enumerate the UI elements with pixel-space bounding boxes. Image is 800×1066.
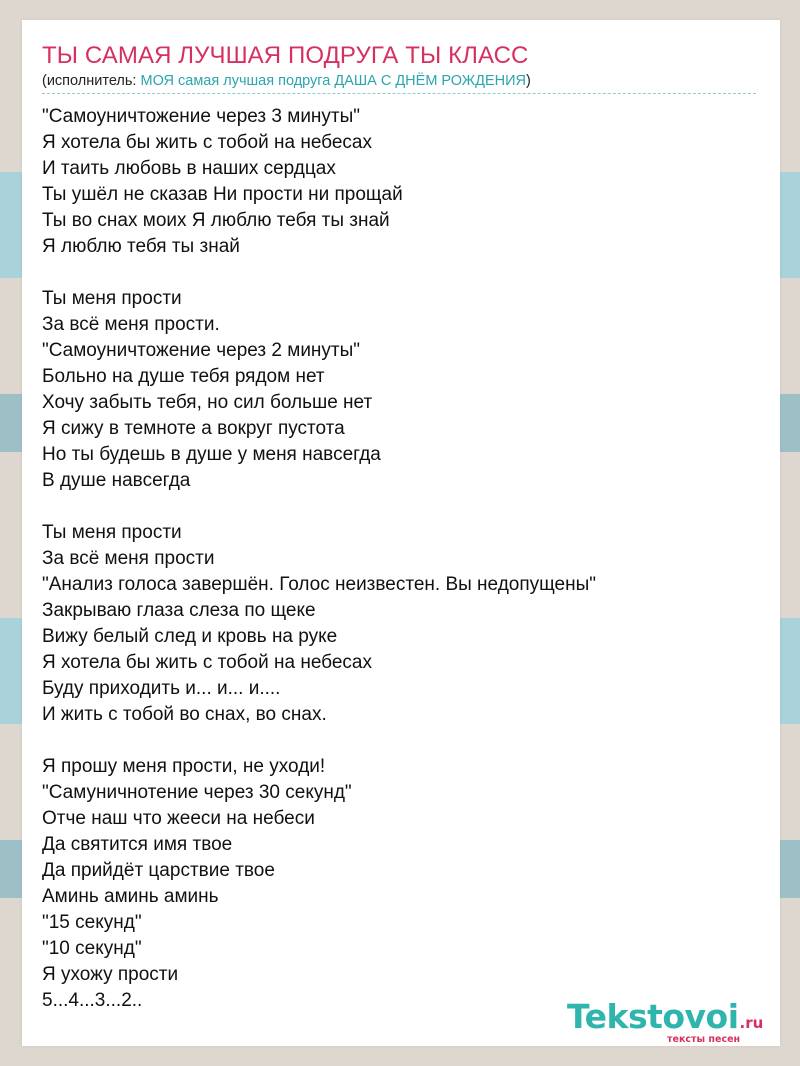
lyrics-line: Закрываю глаза слеза по щеке <box>42 600 316 621</box>
title-divider <box>42 93 756 94</box>
song-title: ТЫ САМАЯ ЛУЧШАЯ ПОДРУГА ТЫ КЛАСС <box>42 42 529 69</box>
lyrics-line: "Самоуничтожение через 2 минуты" <box>42 340 361 361</box>
lyrics-line: Ты во снах моих Я люблю тебя ты знай <box>42 210 390 231</box>
lyrics-line: Я хотела бы жить с тобой на небесах <box>42 132 372 153</box>
lyrics-line: "Самуничнотение через 30 секунд" <box>42 782 352 803</box>
lyrics-blank-line <box>42 260 762 286</box>
lyrics-line: За всё меня прости <box>42 548 215 569</box>
lyrics-text <box>42 104 762 1014</box>
lyrics-blank-line <box>42 494 762 520</box>
lyrics-line: И таить любовь в наших сердцах <box>42 158 336 179</box>
lyrics-line: Отче наш что жееси на небеси <box>42 808 315 829</box>
lyrics-line: "Анализ голоса завершён. Голос неизвестен. Вы недопущены" <box>42 574 597 595</box>
lyrics-line: "Самоуничтожение через 3 минуты" <box>42 106 361 127</box>
lyrics-line: За всё меня прости. <box>42 314 220 335</box>
lyrics-line: "10 секунд" <box>42 938 142 959</box>
artist-prefix: (исполнитель: <box>42 73 141 89</box>
lyrics-line: Да прийдёт царствие твое <box>42 860 275 881</box>
lyrics-line: Буду приходить и... и... и.... <box>42 678 281 699</box>
lyrics-line: Вижу белый след и кровь на руке <box>42 626 338 647</box>
logo-tld: .ru <box>739 1014 764 1032</box>
artist-link[interactable]: МОЯ самая лучшая подруга ДАША С ДНЁМ РОЖДЕНИЯ <box>140 73 526 89</box>
lyrics-line: Аминь аминь аминь <box>42 886 219 907</box>
lyrics-line: Ты меня прости <box>42 288 182 309</box>
lyrics-line: "15 секунд" <box>42 912 142 933</box>
lyrics-line: 5...4...3...2.. <box>42 990 143 1011</box>
lyrics-line: Я сижу в темноте а вокруг пустота <box>42 418 345 439</box>
lyrics-line: В душе навсегда <box>42 470 191 491</box>
site-logo[interactable] <box>567 998 777 1048</box>
lyrics-line: Больно на душе тебя рядом нет <box>42 366 325 387</box>
lyrics-line: Я люблю тебя ты знай <box>42 236 240 257</box>
lyrics-blank-line <box>42 728 762 754</box>
lyrics-line: Я ухожу прости <box>42 964 179 985</box>
lyrics-line: Я прошу меня прости, не уходи! <box>42 756 326 777</box>
artist-line <box>42 73 531 89</box>
artist-suffix: ) <box>525 73 531 89</box>
logo-tagline: тексты песен <box>667 1034 741 1045</box>
lyrics-line: Я хотела бы жить с тобой на небесах <box>42 652 372 673</box>
lyrics-line: Ты меня прости <box>42 522 182 543</box>
logo-name: Tekstovoi <box>567 997 739 1036</box>
lyrics-card <box>22 20 780 1046</box>
lyrics-line: Хочу забыть тебя, но сил больше нет <box>42 392 373 413</box>
lyrics-line: Да святится имя твое <box>42 834 233 855</box>
lyrics-line: Ты ушёл не сказав Ни прости ни прощай <box>42 184 403 205</box>
lyrics-line: И жить с тобой во снах, во снах. <box>42 704 327 725</box>
lyrics-line: Но ты будешь в душе у меня навсегда <box>42 444 381 465</box>
